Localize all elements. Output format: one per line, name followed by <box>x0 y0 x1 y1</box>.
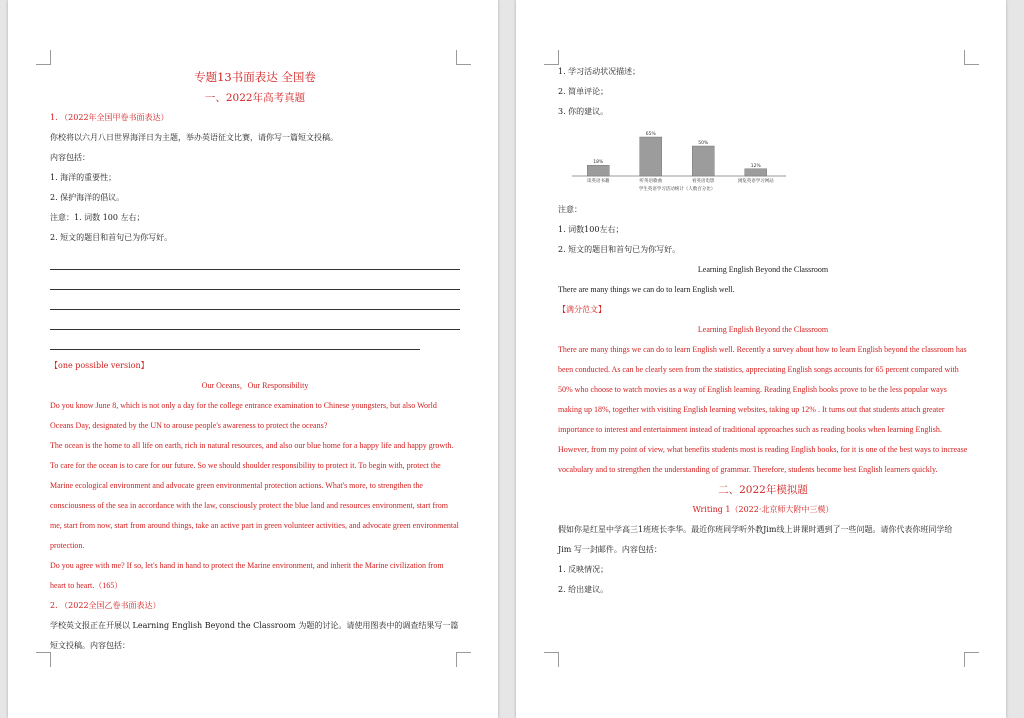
chart-x-axis-label: 学生英语学习活动统计（人数百分比） <box>638 187 716 192</box>
question-header: 1. （2022年全国甲卷书面表达） <box>50 113 169 122</box>
page-content <box>558 62 968 600</box>
chart-category-label: 浏览英语学习网站 <box>737 179 774 184</box>
corner-mark <box>456 50 471 65</box>
contents-label: 内容包括： <box>50 153 90 162</box>
corner-mark <box>36 50 51 65</box>
content-item: 3. 你的建议。 <box>558 107 609 116</box>
chart-category-label: 听英语歌曲 <box>639 179 662 184</box>
chart-bar <box>745 169 767 176</box>
note-item: 注意：1. 词数 100 左右； <box>50 213 145 222</box>
content-item: 2. 保护海洋的倡议。 <box>50 193 125 202</box>
content-item: 1. 学习活动状况描述； <box>558 67 641 76</box>
survey-bar-chart <box>562 126 792 198</box>
note-item: 2. 短文的题目和首句已为你写好。 <box>50 233 173 242</box>
chart-canvas <box>562 126 792 198</box>
corner-mark <box>36 652 51 667</box>
corner-mark <box>544 652 559 667</box>
blank-line <box>50 330 420 350</box>
blank-line <box>50 270 460 290</box>
document-page-left <box>8 0 498 718</box>
chart-value-label: 65% <box>645 132 656 137</box>
essay-first-line: There are many things we can do to learn English well. <box>558 285 735 294</box>
note-item: 1. 词数100左右； <box>558 225 624 234</box>
answer-blank-lines <box>50 250 460 350</box>
writing-prompt: 假如你是红星中学高三1班班长李华。最近你班同学听外教Jim线上讲课时遇到了一些问题。请你代表你班同学给 Jim 写一封邮件。内容包括： <box>558 525 953 554</box>
version-label: 【one possible version】 <box>50 361 149 370</box>
essay-title: Our Oceans，Our Responsibility <box>201 381 309 390</box>
chart-bar <box>692 146 714 176</box>
note-label: 注意： <box>558 205 582 214</box>
chart-bar <box>640 137 662 176</box>
question-prompt: 你校将以六月八日世界海洋日为主题，举办英语征文比赛，请你写一篇短文投稿。 <box>50 133 338 142</box>
chart-value-label: 12% <box>750 163 761 169</box>
question-prompt: 学校英文报正在开展以 Learning English Beyond the Classroom 为题的讨论。请使用图表中的调查结果写一篇短文投稿。内容包括： <box>50 621 459 650</box>
essay-paragraph: Do you agree with me? If so, let's hand in hand to protect the Marine environment, and inherit the Marine civilization from heart to heart.（165） <box>50 561 444 590</box>
chart-category-label: 读英语书籍 <box>587 179 610 184</box>
model-paragraph: However, from my point of view, what benefits students most is reading English books, for it is one of the best ways to increase vocabulary and to strengthen the understanding of grammar. Therefore, students become best English learners quickly. <box>558 445 968 474</box>
section-heading: 二、2022年模拟题 <box>718 484 808 496</box>
essay-paragraph: Do you know June 8, which is not only a day for the college entrance examination to Chinese youngsters, but also World Oceans Day, designated by the UN to arouse people's awareness to protect the oceans? <box>50 401 437 430</box>
note-item: 2. 短文的题目和首句已为你写好。 <box>558 245 681 254</box>
content-item: 1. 反映情况； <box>558 565 609 574</box>
corner-mark <box>964 652 979 667</box>
blank-line <box>50 290 460 310</box>
model-paragraph: There are many things we can do to learn English well. Recently a survey about how to learn English beyond the classroom has been conducted. As can be clearly seen from the statistics, appreciating English songs accounts for 65 percent compared with 50% who choose to watch movies as a way of English learning. Reading English books prove to be the less popular ways making up 18%, together with visiting English learning websites, taking up 12% . It turns out that students attach greater importance to interest and entertainment instead of traditional approaches such as reading books when learning English. <box>558 345 967 434</box>
blank-line <box>50 250 460 270</box>
chart-value-label: 50% <box>698 141 709 146</box>
page-content <box>50 66 460 656</box>
chart-bar <box>587 165 609 176</box>
model-title: Learning English Beyond the Classroom <box>697 325 829 334</box>
essay-title: Learning English Beyond the Classroom <box>697 265 829 274</box>
writing-header: Writing 1（2022·北京师大附中三模） <box>692 505 834 514</box>
section-heading: 一、2022年高考真题 <box>204 92 306 104</box>
document-page-right <box>516 0 1006 718</box>
content-item: 2. 简单评论； <box>558 87 609 96</box>
blank-line <box>50 310 460 330</box>
chart-category-label: 看英语电影 <box>692 179 715 184</box>
content-item: 1. 海洋的重要性； <box>50 173 117 182</box>
document-title: 专题13书面表达 全国卷 <box>194 70 316 84</box>
model-label: 【满分范文】 <box>558 305 606 314</box>
question-header: 2. （2022全国乙卷书面表达） <box>50 601 161 610</box>
essay-paragraph: The ocean is the home to all life on earth, rich in natural resources, and also our blue home for a happy life and happy growth. To care for the ocean is to care for our future. So we should shoulder responsibility to protect it. To begin with, protect the Marine ecological environment and advocate green environmental protection actions. What's more, to strengthen the consciousness of the sea in accordance with the law, consciously protect the blue land and resources environment, start from me, start from now, start from around things, take an active part in green volunteer activities, and advocate green environmental protection. <box>50 441 459 550</box>
chart-value-label: 18% <box>593 160 604 166</box>
corner-mark <box>544 50 559 65</box>
content-item: 2. 给出建议。 <box>558 585 609 594</box>
